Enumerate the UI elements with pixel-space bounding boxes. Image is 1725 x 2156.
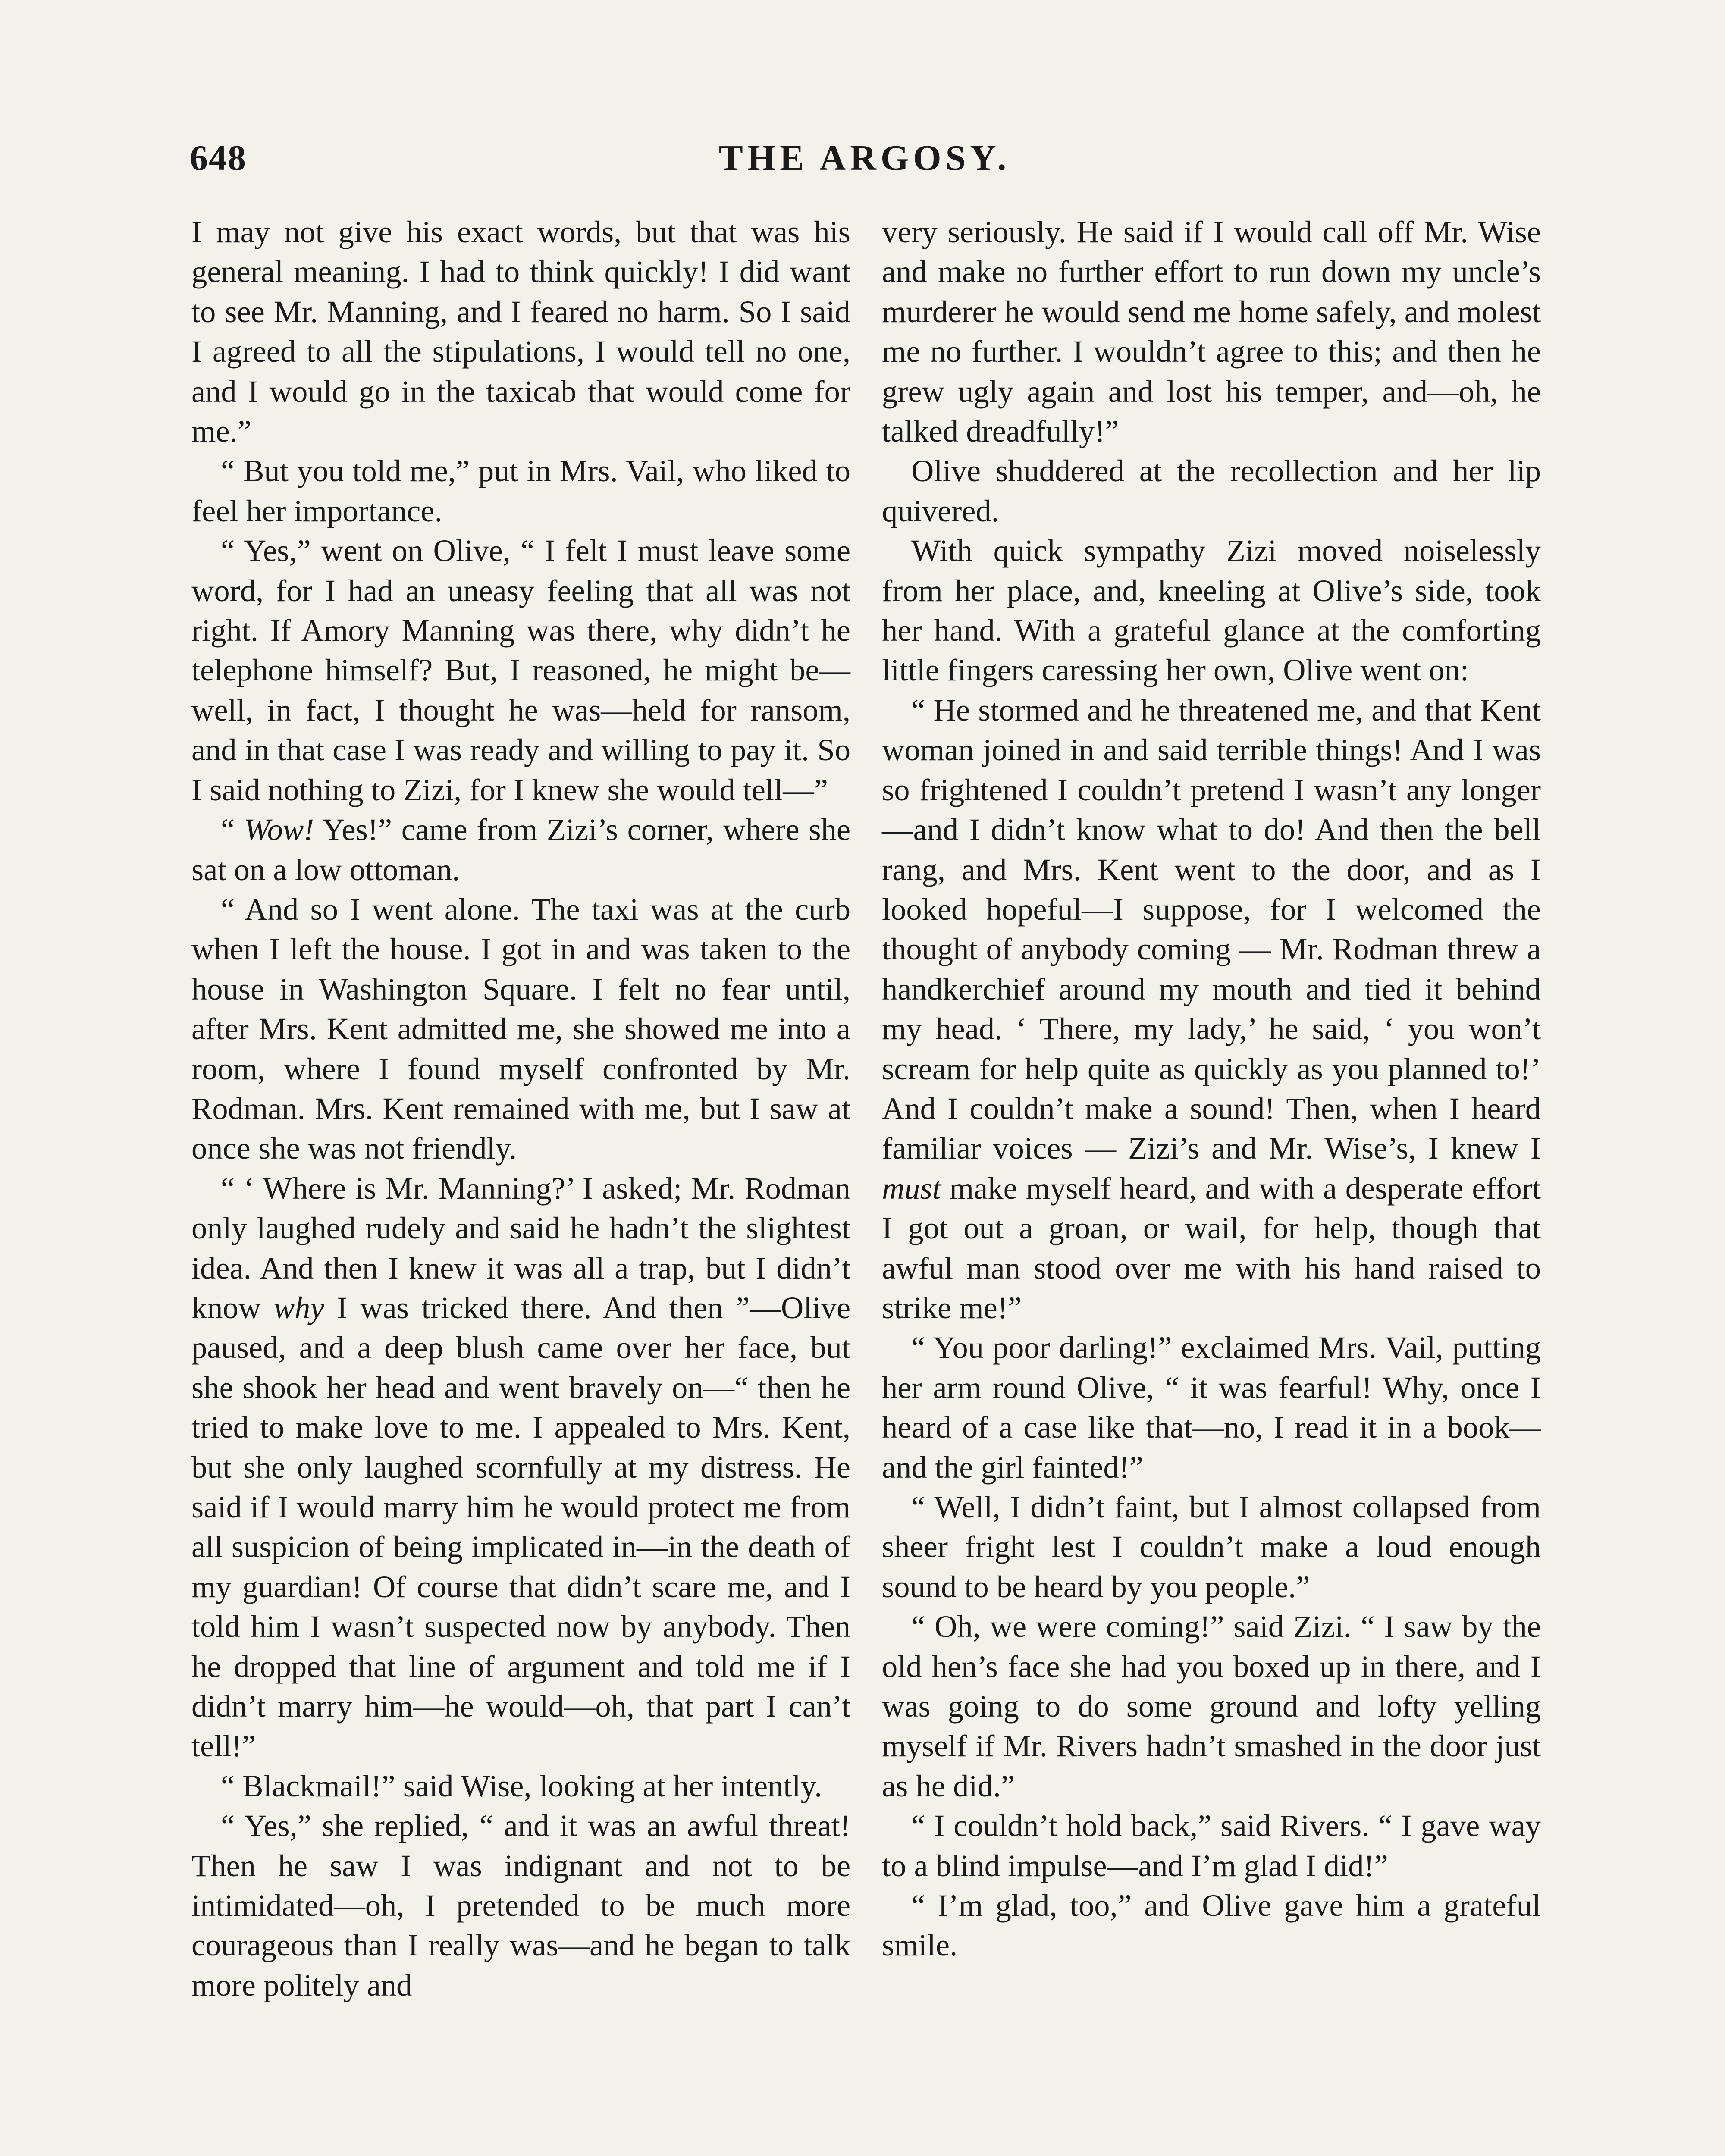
page-number: 648 (190, 138, 247, 178)
left-text-column (191, 212, 850, 2005)
paragraph: “ He stormed and he threatened me, and that Kent woman joined in and said terrible things! And I was so frightened I couldn’t pretend I wasn’t any longer—and I didn’t know what to do! And then the bell rang, and Mrs. Kent went to the door, and as I looked hopeful—I suppose, for I welcomed the thought of anybody coming — Mr. Rodman threw a handkerchief around my mouth and tied it behind my head. ‘ There, my lady,’ he said, ‘ you won’t scream for help quite as quickly as you planned to!’ And I couldn’t make a sound! Then, when I heard familiar voices — Zizi’s and Mr. Wise’s, I knew I must make myself heard, and with a desperate effort I got out a groan, or wail, for help, though that awful man stood over me with his hand raised to strike me!” (882, 692, 1541, 1325)
paragraph: “ Yes,” she replied, “ and it was an awful threat! Then he saw I was indignant and not to be intimidated—oh, I pretended to be much more courageous than I really was—and he began to talk more politely and (191, 1808, 850, 2002)
paragraph: “ Blackmail!” said Wise, looking at her intently. (221, 1768, 822, 1803)
running-title: THE ARGOSY. (718, 138, 1011, 178)
paragraph: “ Wow! Yes!” came from Zizi’s corner, where she sat on a low ottoman. (191, 812, 850, 887)
paragraph: With quick sympathy Zizi moved noiselessly from her place, and, kneeling at Olive’s side, took her hand. With a grateful glance at the comforting little fingers caressing her own, Olive went on: (882, 533, 1541, 688)
running-header (190, 137, 1540, 185)
paragraph: “ I couldn’t hold back,” said Rivers. “ I gave way to a blind impulse—and I’m glad I did!” (882, 1808, 1541, 1883)
paragraph: “ I’m glad, too,” and Olive gave him a grateful smile. (882, 1888, 1541, 1963)
paragraph: Olive shuddered at the recollection and her lip quivered. (882, 453, 1541, 528)
paragraph: “ Well, I didn’t faint, but I almost collapsed from sheer fright lest I couldn’t make a loud enough sound to be heard by you people.” (882, 1489, 1541, 1604)
paragraph: “ Oh, we were coming!” said Zizi. “ I saw by the old hen’s face she had you boxed up in there, and I was going to do some ground and lofty yelling myself if Mr. Rivers hadn’t smashed in the door just as he did.” (882, 1609, 1541, 1803)
paragraph: “ Yes,” went on Olive, “ I felt I must leave some word, for I had an uneasy feeling that all was not right. If Amory Manning was there, why didn’t he telephone himself? But, I reasoned, he might be—well, in fact, I thought he was—held for ransom, and in that case I was ready and willing to pay it. So I said nothing to Zizi, for I knew she would tell—” (191, 533, 850, 807)
paragraph: “ ‘ Where is Mr. Manning?’ I asked; Mr. Rodman only laughed rudely and said he hadn’t the slightest idea. And then I knew it was all a trap, but I didn’t know why I was tricked there. And then ”—Olive paused, and a deep blush came over her face, but she shook her head and went bravely on—“ then he tried to make love to me. I appealed to Mrs. Kent, but she only laughed scornfully at my distress. He said if I would marry him he would protect me from all suspicion of being implicated in—in the death of my guardian! Of course that didn’t scare me, and I told him I wasn’t suspected now by anybody. Then he dropped that line of argument and told me if I didn’t marry him—he would—oh, that part I can’t tell!” (191, 1170, 850, 1764)
paragraph: “ And so I went alone. The taxi was at the curb when I left the house. I got in and was taken to the house in Washington Square. I felt no fear until, after Mrs. Kent admitted me, she showed me into a room, where I found myself confronted by Mr. Rodman. Mrs. Kent remained with me, but I saw at once she was not friendly. (191, 891, 850, 1166)
paragraph: I may not give his exact words, but that was his general meaning. I had to think quickly! I did want to see Mr. Manning, and I feared no harm. So I said I agreed to all the stipulations, I would tell no one, and I would go in the taxicab that would come for me.” (191, 214, 850, 449)
right-text-column (882, 212, 1541, 1965)
paragraph: “ You poor darling!” exclaimed Mrs. Vail, putting her arm round Olive, “ it was fearful! Why, once I heard of a case like that—no, I read it in a book—and the girl fainted!” (882, 1330, 1541, 1485)
paragraph: “ But you told me,” put in Mrs. Vail, who liked to feel her importance. (191, 453, 850, 528)
paragraph: very seriously. He said if I would call off Mr. Wise and make no further effort to run down my uncle’s murderer he would send me home safely, and molest me no further. I wouldn’t agree to this; and then he grew ugly again and lost his temper, and—oh, he talked dreadfully!” (882, 214, 1541, 449)
